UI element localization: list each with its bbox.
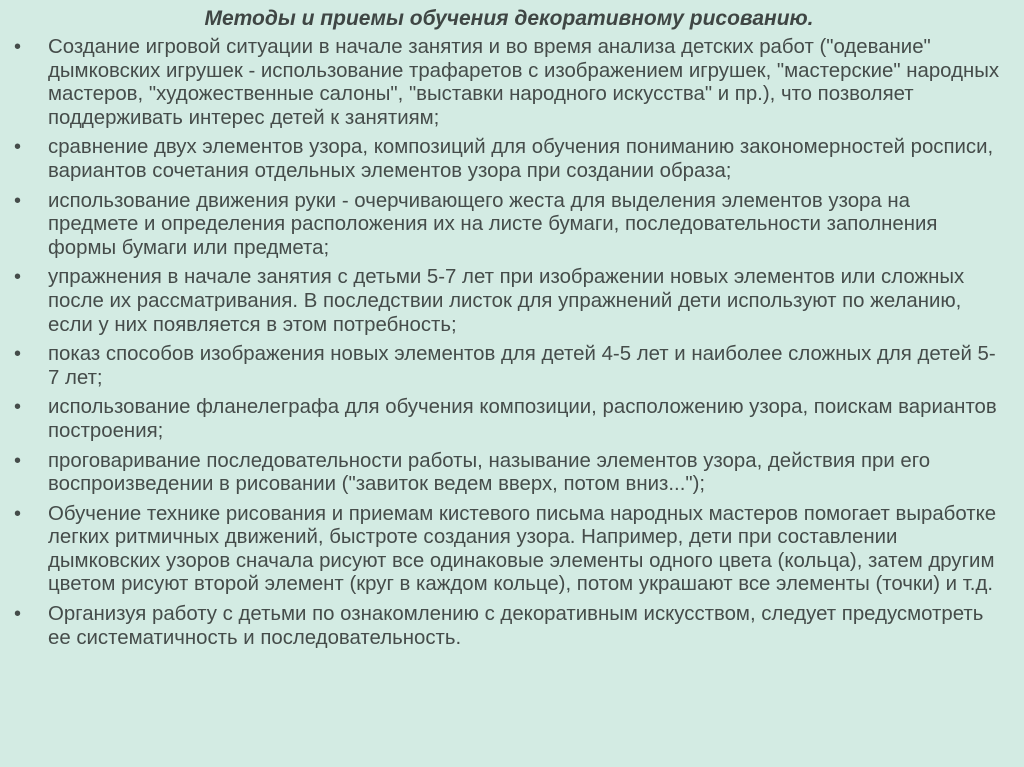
list-item-text: показ способов изображения новых элементов для детей 4-5 лет и наиболее сложных для детей 5-7 лет; (48, 343, 996, 389)
list-item (14, 503, 1004, 597)
list-item (14, 396, 1004, 443)
list-item (14, 136, 1004, 183)
bullet-icon: • (14, 502, 22, 525)
bullet-icon: • (14, 449, 22, 472)
list-item (14, 603, 1004, 650)
list-item (14, 343, 1004, 390)
bullet-icon: • (14, 603, 22, 626)
list-item-text: Организуя работу с детьми по ознакомлению с декоративным искусством, следует предусмотреть ее систематичность и последовательность. (48, 603, 984, 649)
list-item (14, 266, 1004, 337)
list-item-text: использование движения руки - очерчивающего жеста для выделения элементов узора на предмете и определения расположения их на листе бумаги, последовательности заполнения формы бумаги или предмета; (48, 189, 938, 259)
bullet-icon: • (14, 36, 22, 58)
list-item-text: Обучение технике рисования и приемам кистевого письма народных мастеров помогает выработке легких ритмичных движений, быстроте создания узора. Например, дети при составлении дымковских узоров сначала рисуют все одинаковые элементы одного цвета (кольца), затем другим цветом рисуют второй элемент (круг в каждом кольце), потом украшают все элементы (точки) и т.д. (48, 502, 997, 596)
list-item-text: Создание игровой ситуации в начале занятия и во время анализа детских работ ("одевание" дымковских игрушек - использование трафаретов с изображением игрушек, "мастерские" народных мастеров, "художественные салоны", "выставки народного искусства" и пр.), что позволяет поддерживать интерес детей к занятиям; (48, 36, 1000, 129)
bullet-icon: • (14, 396, 22, 419)
list-item-text: проговаривание последовательности работы, называние элементов узора, действия при его воспроизведении в рисовании ("завиток ведем вверх, потом вниз..."); (48, 449, 931, 496)
list-item (14, 36, 1004, 130)
list-item-text: упражнения в начале занятия с детьми 5-7 лет при изображении новых элементов или сложных после их рассматривания. В последствии листок для упражнений дети используют по желанию, если у них появляется в этом потребность; (48, 266, 965, 336)
bullet-icon: • (14, 343, 22, 366)
bullet-icon: • (14, 136, 22, 159)
list-item (14, 450, 1004, 497)
list-item-text: сравнение двух элементов узора, композиций для обучения пониманию закономерностей росписи, вариантов сочетания отдельных элементов узора при создании образа; (48, 136, 994, 182)
bullet-icon: • (14, 266, 22, 289)
bullet-icon: • (14, 189, 22, 212)
list-item-text: использование фланелеграфа для обучения композиции, расположению узора, поискам вариантов построения; (48, 396, 997, 442)
slide-title: Методы и приемы обучения декоративному рисованию. (204, 7, 814, 30)
list-item (14, 190, 1004, 261)
bullet-list (14, 36, 1004, 650)
